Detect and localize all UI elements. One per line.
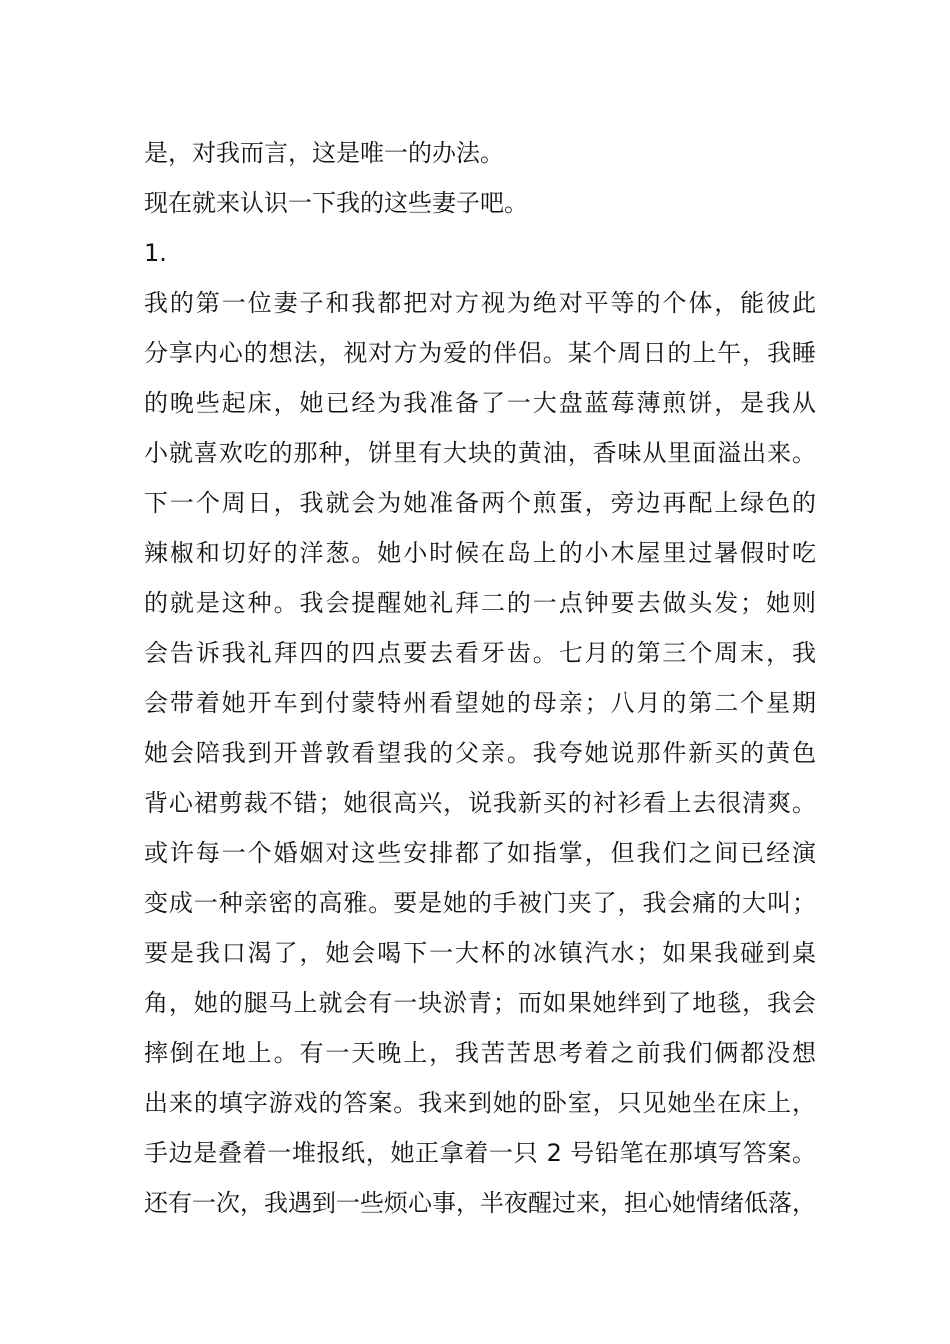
text-line: 小就喜欢吃的那种，饼里有大块的黄油，香味从里面溢出来。: [144, 439, 816, 467]
text-line: 手边是叠着一堆报纸，她正拿着一只 2 号铅笔在那填写答案。: [144, 1139, 816, 1167]
text-line: 我的第一位妻子和我都把对方视为绝对平等的个体，能彼此: [144, 289, 816, 317]
text-line: 会带着她开车到付蒙特州看望她的母亲；八月的第二个星期: [144, 689, 816, 717]
body-text: [144, 128, 816, 1228]
text-line: 的就是这种。我会提醒她礼拜二的一点钟要去做头发；她则: [144, 589, 816, 617]
text-line: 角，她的腿马上就会有一块淤青；而如果她绊到了地毯，我会: [144, 989, 816, 1017]
text-line: 或许每一个婚姻对这些安排都了如指掌，但我们之间已经演: [144, 839, 816, 867]
text-line: 会告诉我礼拜四的四点要去看牙齿。七月的第三个周末，我: [144, 639, 816, 667]
text-line: 的晚些起床，她已经为我准备了一大盘蓝莓薄煎饼，是我从: [144, 389, 816, 417]
text-line: 要是我口渴了，她会喝下一大杯的冰镇汽水；如果我碰到桌: [144, 939, 816, 967]
text-line: 背心裙剪裁不错；她很高兴，说我新买的衬衫看上去很清爽。: [144, 789, 816, 817]
text-line: 分享内心的想法，视对方为爱的伴侣。某个周日的上午，我睡: [144, 339, 816, 367]
text-line: 是，对我而言，这是唯一的办法。: [144, 139, 504, 167]
text-line: 出来的填字游戏的答案。我来到她的卧室，只见她坐在床上，: [144, 1089, 816, 1117]
text-line: 现在就来认识一下我的这些妻子吧。: [144, 189, 528, 217]
text-line: 摔倒在地上。有一天晚上，我苦苦思考着之前我们俩都没想: [144, 1039, 816, 1067]
text-line: 变成一种亲密的高雅。要是她的手被门夹了，我会痛的大叫；: [144, 889, 816, 917]
text-line: 下一个周日，我就会为她准备两个煎蛋，旁边再配上绿色的: [144, 489, 816, 517]
text-line: 辣椒和切好的洋葱。她小时候在岛上的小木屋里过暑假时吃: [144, 539, 816, 567]
section-number: 1.: [144, 239, 167, 267]
text-line: 还有一次，我遇到一些烦心事，半夜醒过来，担心她情绪低落，: [144, 1189, 816, 1217]
text-line: 她会陪我到开普敦看望我的父亲。我夸她说那件新买的黄色: [144, 739, 816, 767]
